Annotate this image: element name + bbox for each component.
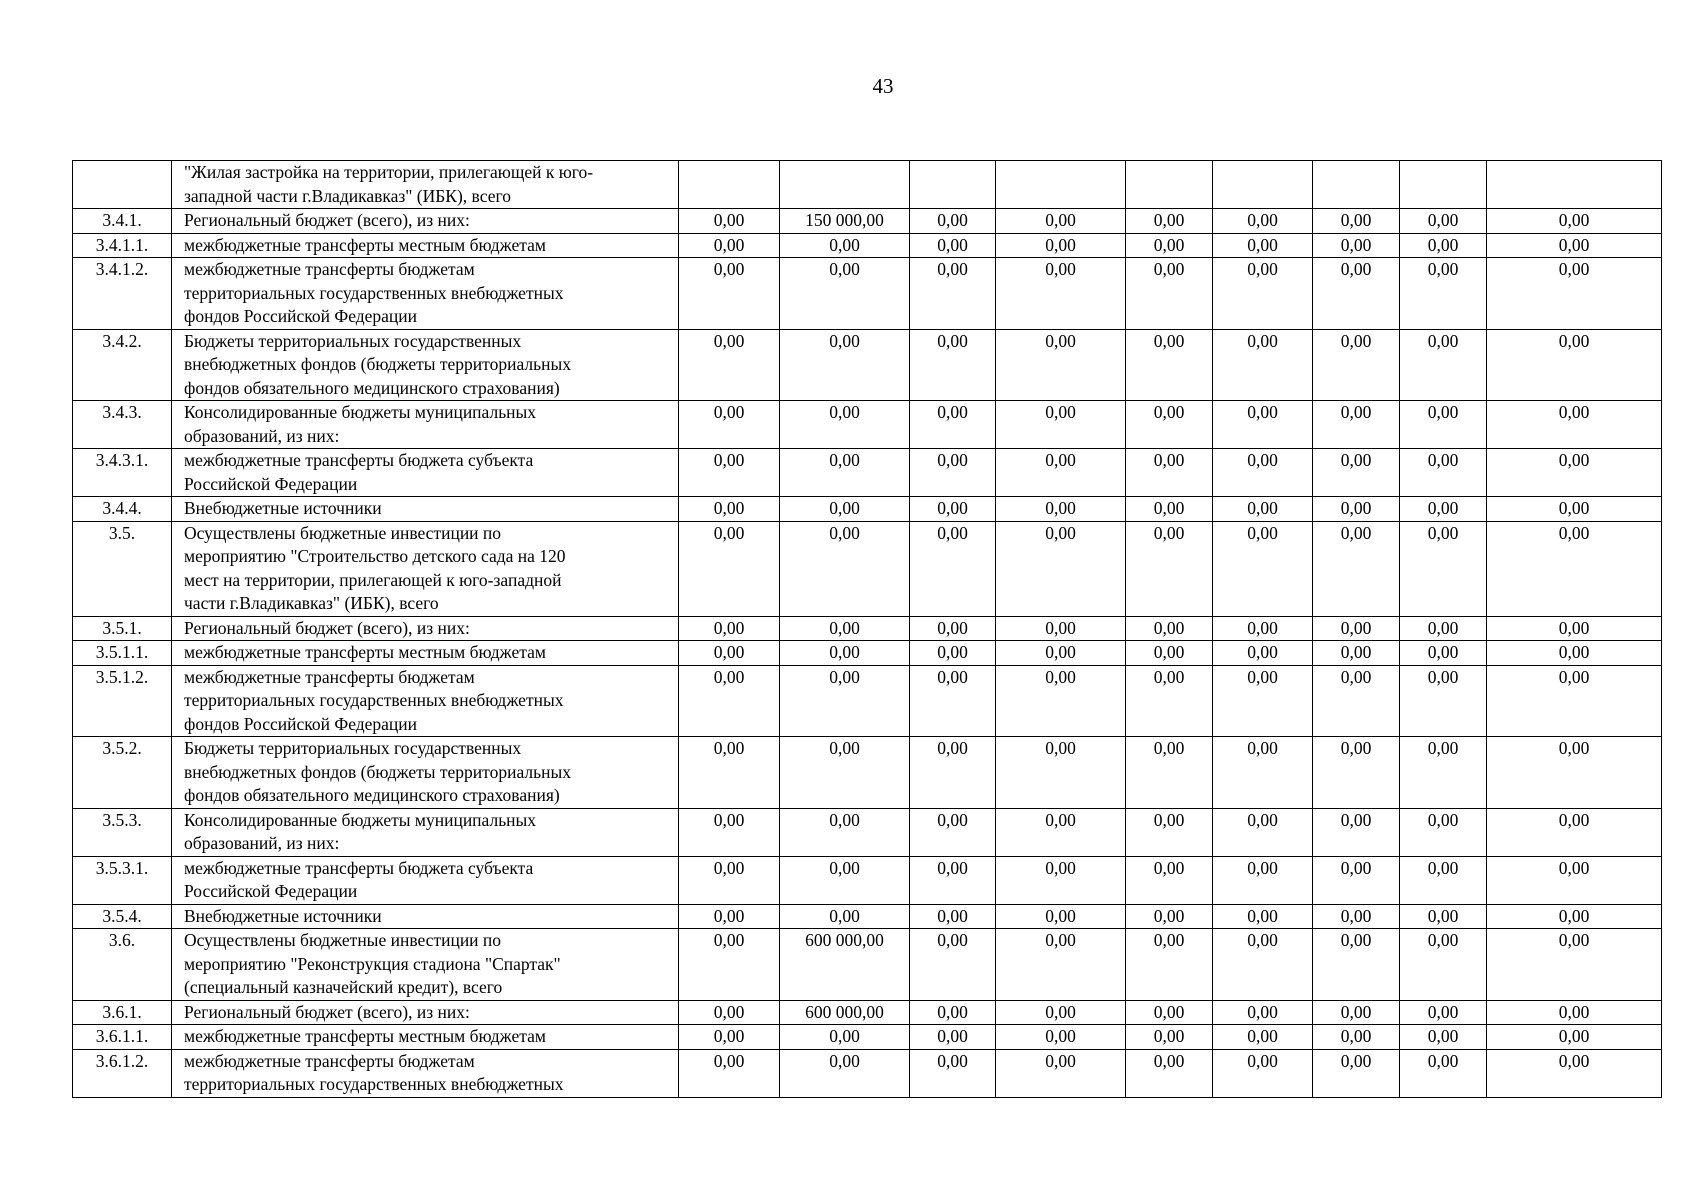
row-code <box>73 161 172 209</box>
row-value: 0,00 <box>996 209 1126 234</box>
row-value: 0,00 <box>1126 521 1213 616</box>
row-code: 3.4.3.1. <box>73 449 172 497</box>
row-value: 0,00 <box>1400 856 1487 904</box>
row-code: 3.4.4. <box>73 497 172 522</box>
row-name: Региональный бюджет (всего), из них: <box>172 1000 679 1025</box>
row-value: 0,00 <box>780 856 910 904</box>
row-value: 0,00 <box>996 329 1126 401</box>
row-value: 0,00 <box>780 904 910 929</box>
row-value: 0,00 <box>1213 449 1313 497</box>
row-value <box>996 161 1126 209</box>
row-value: 0,00 <box>780 258 910 330</box>
row-value: 0,00 <box>1400 808 1487 856</box>
row-value: 0,00 <box>1400 1000 1487 1025</box>
row-value: 0,00 <box>679 209 780 234</box>
row-value: 0,00 <box>910 233 996 258</box>
row-value: 0,00 <box>1313 209 1400 234</box>
row-value: 0,00 <box>1126 497 1213 522</box>
row-value: 0,00 <box>1400 209 1487 234</box>
row-value: 0,00 <box>1400 233 1487 258</box>
row-value: 0,00 <box>910 616 996 641</box>
row-value: 0,00 <box>1487 209 1662 234</box>
row-value <box>910 161 996 209</box>
row-value: 0,00 <box>1313 233 1400 258</box>
row-value: 0,00 <box>1213 209 1313 234</box>
row-value: 0,00 <box>1400 258 1487 330</box>
table-row <box>73 616 1662 641</box>
row-value: 0,00 <box>1126 329 1213 401</box>
row-value <box>1400 161 1487 209</box>
row-value: 0,00 <box>910 258 996 330</box>
row-value: 0,00 <box>1313 329 1400 401</box>
row-code: 3.6.1. <box>73 1000 172 1025</box>
row-value: 0,00 <box>780 665 910 737</box>
row-value: 0,00 <box>1487 904 1662 929</box>
row-value: 0,00 <box>910 329 996 401</box>
row-name: межбюджетные трансферты местным бюджетам <box>172 233 679 258</box>
row-value: 0,00 <box>1313 808 1400 856</box>
table-row <box>73 258 1662 330</box>
row-value: 0,00 <box>1313 616 1400 641</box>
row-value: 0,00 <box>1126 929 1213 1001</box>
row-name: "Жилая застройка на территории, прилегающей к юго- западной части г.Владикавказ" (ИБК), всего <box>172 161 679 209</box>
row-code: 3.6.1.2. <box>73 1049 172 1097</box>
row-value: 0,00 <box>679 856 780 904</box>
row-value: 0,00 <box>1213 856 1313 904</box>
table-row <box>73 904 1662 929</box>
row-value: 0,00 <box>910 904 996 929</box>
row-value: 0,00 <box>679 497 780 522</box>
row-value <box>1487 161 1662 209</box>
row-value: 0,00 <box>910 1000 996 1025</box>
row-name: Региональный бюджет (всего), из них: <box>172 209 679 234</box>
row-value: 0,00 <box>1400 401 1487 449</box>
row-value: 0,00 <box>1213 665 1313 737</box>
row-value: 0,00 <box>996 258 1126 330</box>
row-value: 0,00 <box>1126 233 1213 258</box>
table-row <box>73 1000 1662 1025</box>
row-value: 0,00 <box>1400 329 1487 401</box>
row-value: 0,00 <box>679 233 780 258</box>
row-value: 0,00 <box>1313 497 1400 522</box>
row-value: 0,00 <box>780 1049 910 1097</box>
row-value: 0,00 <box>1313 521 1400 616</box>
row-code: 3.5.3. <box>73 808 172 856</box>
row-value: 0,00 <box>910 449 996 497</box>
table-row <box>73 329 1662 401</box>
row-value: 0,00 <box>780 616 910 641</box>
row-value: 0,00 <box>996 401 1126 449</box>
row-value: 0,00 <box>1487 641 1662 666</box>
row-value: 0,00 <box>1400 929 1487 1001</box>
row-value: 0,00 <box>996 929 1126 1001</box>
row-value: 0,00 <box>1400 904 1487 929</box>
row-value: 0,00 <box>996 665 1126 737</box>
row-value: 0,00 <box>996 521 1126 616</box>
row-code: 3.4.1.2. <box>73 258 172 330</box>
row-value: 0,00 <box>1126 258 1213 330</box>
row-code: 3.6. <box>73 929 172 1001</box>
row-code: 3.5. <box>73 521 172 616</box>
row-value: 600 000,00 <box>780 1000 910 1025</box>
row-value: 0,00 <box>1313 449 1400 497</box>
row-value: 0,00 <box>996 1049 1126 1097</box>
row-value: 0,00 <box>679 401 780 449</box>
row-code: 3.5.3.1. <box>73 856 172 904</box>
table-row <box>73 1025 1662 1050</box>
row-value: 0,00 <box>1213 1049 1313 1097</box>
row-name: межбюджетные трансферты бюджета субъекта Российской Федерации <box>172 449 679 497</box>
row-value: 0,00 <box>1126 856 1213 904</box>
row-value: 0,00 <box>1213 329 1313 401</box>
row-value: 0,00 <box>1400 641 1487 666</box>
row-value: 0,00 <box>910 1049 996 1097</box>
table-row <box>73 401 1662 449</box>
row-name: Внебюджетные источники <box>172 904 679 929</box>
table-row <box>73 808 1662 856</box>
row-value: 0,00 <box>679 904 780 929</box>
row-name: Внебюджетные источники <box>172 497 679 522</box>
row-code: 3.4.1.1. <box>73 233 172 258</box>
row-value: 0,00 <box>996 904 1126 929</box>
row-value: 0,00 <box>1400 1049 1487 1097</box>
row-value: 0,00 <box>1487 1025 1662 1050</box>
row-value: 0,00 <box>679 641 780 666</box>
row-value: 0,00 <box>1126 209 1213 234</box>
row-value: 0,00 <box>1400 665 1487 737</box>
row-value: 0,00 <box>1126 616 1213 641</box>
row-value: 0,00 <box>1400 497 1487 522</box>
row-value: 0,00 <box>1126 401 1213 449</box>
row-value: 0,00 <box>910 856 996 904</box>
row-value: 0,00 <box>780 329 910 401</box>
row-value: 0,00 <box>1400 1025 1487 1050</box>
row-name: межбюджетные трансферты бюджетам территориальных государственных внебюджетных <box>172 1049 679 1097</box>
row-value: 0,00 <box>1213 616 1313 641</box>
row-value: 0,00 <box>1487 233 1662 258</box>
row-value: 0,00 <box>1487 1049 1662 1097</box>
row-value: 0,00 <box>1313 904 1400 929</box>
row-value <box>1126 161 1213 209</box>
row-value: 0,00 <box>996 808 1126 856</box>
row-value: 0,00 <box>996 497 1126 522</box>
row-value: 0,00 <box>996 616 1126 641</box>
row-name: Бюджеты территориальных государственных внебюджетных фондов (бюджеты территориальных фондов обязательного медицинского страхования) <box>172 737 679 809</box>
row-value: 0,00 <box>1313 258 1400 330</box>
table-row <box>73 856 1662 904</box>
row-value: 0,00 <box>1487 856 1662 904</box>
row-value: 0,00 <box>1213 641 1313 666</box>
row-value: 0,00 <box>1400 449 1487 497</box>
table-row <box>73 737 1662 809</box>
row-value: 0,00 <box>1400 616 1487 641</box>
row-value: 0,00 <box>1313 737 1400 809</box>
row-value: 0,00 <box>1313 929 1400 1001</box>
row-value: 0,00 <box>1487 258 1662 330</box>
row-value: 0,00 <box>996 1025 1126 1050</box>
row-value: 0,00 <box>1213 233 1313 258</box>
row-value: 0,00 <box>996 449 1126 497</box>
row-value: 0,00 <box>996 737 1126 809</box>
row-value <box>1313 161 1400 209</box>
row-value: 0,00 <box>1213 497 1313 522</box>
row-value: 0,00 <box>1313 665 1400 737</box>
row-value: 0,00 <box>1400 737 1487 809</box>
row-value: 0,00 <box>910 929 996 1001</box>
row-value: 0,00 <box>679 521 780 616</box>
row-name: Бюджеты территориальных государственных внебюджетных фондов (бюджеты территориальных фондов обязательного медицинского страхования) <box>172 329 679 401</box>
row-value: 0,00 <box>1126 1049 1213 1097</box>
row-name: межбюджетные трансферты местным бюджетам <box>172 641 679 666</box>
row-code: 3.6.1.1. <box>73 1025 172 1050</box>
row-value: 0,00 <box>1126 1000 1213 1025</box>
row-value: 0,00 <box>1400 521 1487 616</box>
row-value: 0,00 <box>679 1049 780 1097</box>
row-value: 0,00 <box>679 1000 780 1025</box>
row-value: 0,00 <box>679 929 780 1001</box>
row-name: Осуществлены бюджетные инвестиции по мероприятию "Реконструкция стадиона "Спартак" (специальный казначейский кредит), всего <box>172 929 679 1001</box>
row-value: 0,00 <box>1126 1025 1213 1050</box>
row-value: 0,00 <box>679 737 780 809</box>
row-name: межбюджетные трансферты бюджетам территориальных государственных внебюджетных фондов Российской Федерации <box>172 258 679 330</box>
row-value: 0,00 <box>780 521 910 616</box>
table-row <box>73 233 1662 258</box>
row-code: 3.5.4. <box>73 904 172 929</box>
row-value: 0,00 <box>910 521 996 616</box>
row-value: 0,00 <box>1313 856 1400 904</box>
row-value: 0,00 <box>1313 1000 1400 1025</box>
row-value: 150 000,00 <box>780 209 910 234</box>
row-value: 0,00 <box>1126 737 1213 809</box>
row-name: межбюджетные трансферты бюджета субъекта Российской Федерации <box>172 856 679 904</box>
row-value: 0,00 <box>780 1025 910 1050</box>
row-value: 0,00 <box>996 641 1126 666</box>
table-row <box>73 641 1662 666</box>
row-value: 0,00 <box>910 209 996 234</box>
row-value: 0,00 <box>1487 497 1662 522</box>
table-body <box>73 161 1662 1098</box>
row-value: 0,00 <box>996 856 1126 904</box>
row-value: 0,00 <box>1487 521 1662 616</box>
row-value: 0,00 <box>1213 258 1313 330</box>
row-value: 0,00 <box>679 808 780 856</box>
row-value: 0,00 <box>780 641 910 666</box>
table-row <box>73 929 1662 1001</box>
row-value: 0,00 <box>1126 904 1213 929</box>
row-value: 0,00 <box>1213 521 1313 616</box>
row-value: 0,00 <box>679 1025 780 1050</box>
row-value: 0,00 <box>1487 1000 1662 1025</box>
row-value: 0,00 <box>1487 329 1662 401</box>
table-row <box>73 161 1662 209</box>
row-value <box>780 161 910 209</box>
row-value: 0,00 <box>1126 665 1213 737</box>
row-value: 0,00 <box>1487 737 1662 809</box>
row-value: 0,00 <box>1213 1025 1313 1050</box>
row-value: 0,00 <box>1487 401 1662 449</box>
table-row <box>73 449 1662 497</box>
row-value: 0,00 <box>1313 641 1400 666</box>
row-code: 3.5.1.1. <box>73 641 172 666</box>
row-value: 0,00 <box>780 401 910 449</box>
row-value <box>1213 161 1313 209</box>
row-value: 0,00 <box>679 258 780 330</box>
table-row <box>73 497 1662 522</box>
row-value: 0,00 <box>910 641 996 666</box>
table-row <box>73 1049 1662 1097</box>
row-value: 0,00 <box>910 808 996 856</box>
row-code: 3.5.1.2. <box>73 665 172 737</box>
row-value: 0,00 <box>679 329 780 401</box>
row-value: 0,00 <box>1213 1000 1313 1025</box>
row-value: 0,00 <box>910 1025 996 1050</box>
row-value: 0,00 <box>1487 616 1662 641</box>
row-code: 3.5.2. <box>73 737 172 809</box>
row-value: 600 000,00 <box>780 929 910 1001</box>
row-value: 0,00 <box>1313 1049 1400 1097</box>
row-name: Осуществлены бюджетные инвестиции по мероприятию "Строительство детского сада на 120 мест на территории, прилегающей к юго-западной части г.Владикавказ" (ИБК), всего <box>172 521 679 616</box>
row-value: 0,00 <box>910 401 996 449</box>
row-value: 0,00 <box>996 233 1126 258</box>
row-value: 0,00 <box>910 497 996 522</box>
row-code: 3.4.2. <box>73 329 172 401</box>
row-name: Региональный бюджет (всего), из них: <box>172 616 679 641</box>
table-row <box>73 209 1662 234</box>
row-value: 0,00 <box>780 497 910 522</box>
row-value: 0,00 <box>780 808 910 856</box>
row-value: 0,00 <box>1487 929 1662 1001</box>
row-name: межбюджетные трансферты бюджетам территориальных государственных внебюджетных фондов Российской Федерации <box>172 665 679 737</box>
row-value: 0,00 <box>1213 401 1313 449</box>
row-value: 0,00 <box>910 665 996 737</box>
row-value: 0,00 <box>679 665 780 737</box>
row-value: 0,00 <box>1213 737 1313 809</box>
row-value: 0,00 <box>1213 929 1313 1001</box>
row-name: межбюджетные трансферты местным бюджетам <box>172 1025 679 1050</box>
row-value: 0,00 <box>996 1000 1126 1025</box>
row-value: 0,00 <box>1487 449 1662 497</box>
budget-table <box>72 160 1662 1098</box>
row-value: 0,00 <box>1126 808 1213 856</box>
table-row <box>73 521 1662 616</box>
row-code: 3.4.3. <box>73 401 172 449</box>
page-number: 43 <box>872 74 894 98</box>
row-value: 0,00 <box>1487 808 1662 856</box>
row-value: 0,00 <box>1313 401 1400 449</box>
row-value: 0,00 <box>780 449 910 497</box>
table-row <box>73 665 1662 737</box>
row-value: 0,00 <box>1313 1025 1400 1050</box>
row-code: 3.4.1. <box>73 209 172 234</box>
row-value: 0,00 <box>1487 665 1662 737</box>
row-value: 0,00 <box>1126 641 1213 666</box>
row-value <box>679 161 780 209</box>
row-value: 0,00 <box>780 737 910 809</box>
row-value: 0,00 <box>1126 449 1213 497</box>
row-value: 0,00 <box>679 449 780 497</box>
row-value: 0,00 <box>1213 808 1313 856</box>
row-value: 0,00 <box>1213 904 1313 929</box>
row-value: 0,00 <box>910 737 996 809</box>
row-name: Консолидированные бюджеты муниципальных образований, из них: <box>172 808 679 856</box>
row-value: 0,00 <box>679 616 780 641</box>
row-value: 0,00 <box>780 233 910 258</box>
row-name: Консолидированные бюджеты муниципальных образований, из них: <box>172 401 679 449</box>
row-code: 3.5.1. <box>73 616 172 641</box>
